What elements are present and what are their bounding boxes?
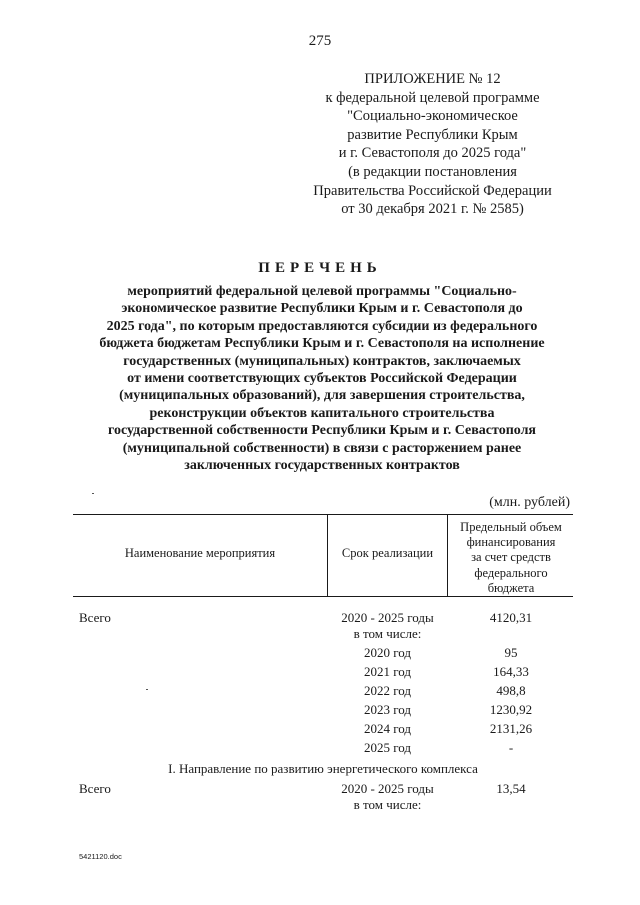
section-heading: I. Направление по развитию энергетического комплекса [168, 761, 478, 776]
subtitle-line: 2025 года", по которым предоставляются субсидии из федерального [106, 318, 538, 334]
document-title: ПЕРЕЧЕНЬ [258, 260, 382, 276]
year-amount: 164,33 [493, 664, 529, 679]
year-period: 2023 год [364, 702, 411, 717]
page-number: 275 [308, 33, 332, 49]
year-period: 2022 год [364, 683, 411, 698]
appendix-line: ПРИЛОЖЕНИЕ № 12 [364, 71, 501, 87]
subtitle-line: (муниципальной собственности) в связи с расторжением ранее [122, 440, 522, 456]
subtitle-line: от имени соответствующих субъектов Российской Федерации [127, 371, 517, 387]
year-period: 2025 год [364, 740, 411, 755]
year-period: 2020 год [364, 645, 411, 660]
appendix-line: (в редакции постановления [348, 163, 517, 180]
subtitle-line: государственной собственности Республики Крым и г. Севастополя [107, 423, 537, 439]
year-amount: 498,8 [496, 683, 526, 698]
appendix-block [300, 70, 565, 219]
header-amount-line: бюджета [487, 580, 535, 595]
document-subtitle [62, 283, 582, 474]
subtitle-line: бюджета бюджетам Республики Крым и г. Севастополя на исполнение [99, 336, 545, 352]
subtitle-line: заключенных государственных контрактов [184, 458, 460, 474]
subtitle-line: государственных (муниципальных) контрактов, заключаемых [123, 353, 521, 369]
subtitle-line: (муниципальных образований), для завершения строительства, [119, 388, 525, 404]
total-period-line: 2020 - 2025 годы [341, 610, 434, 625]
header-name: Наименование мероприятия [124, 546, 276, 560]
header-amount-line: федерального [474, 565, 548, 580]
total-period [328, 610, 447, 642]
scan-speck [146, 689, 148, 690]
appendix-line: "Социально-экономическое [347, 108, 518, 125]
footer-filename: 5421120.doc [79, 852, 122, 861]
header-amount-line: финансирования [466, 535, 556, 550]
header-bottom-rule [73, 596, 573, 597]
year-amount: 95 [504, 645, 518, 660]
section-period-line: 2020 - 2025 годы [341, 781, 434, 796]
subtitle-line: мероприятий федеральной целевой программы "Социально- [127, 284, 517, 299]
subtitle-line: экономическое развитие Республики Крым и г. Севастополя до [121, 301, 523, 317]
appendix-line: от 30 декабря 2021 г. № 2585) [341, 201, 524, 218]
column-divider [447, 514, 448, 597]
year-amount: - [508, 740, 514, 755]
scan-speck [92, 493, 94, 494]
table-top-rule [73, 514, 573, 515]
header-amount-line: за счет средств [471, 550, 551, 565]
header-amount [449, 520, 573, 596]
total-period-line: в том числе: [353, 626, 422, 641]
total-label: Всего [79, 610, 111, 625]
appendix-line: Правительства Российской Федерации [313, 182, 552, 199]
year-amount: 2131,26 [489, 721, 533, 736]
header-amount-line: Предельный объем [460, 520, 562, 534]
year-period: 2024 год [364, 721, 411, 736]
section-total-label: Всего [79, 781, 111, 796]
section-total-amount: 13,54 [496, 781, 526, 796]
header-term: Срок реализации [341, 546, 434, 560]
subtitle-line: реконструкции объектов капитального строительства [149, 405, 495, 421]
year-amount: 1230,92 [489, 702, 533, 717]
appendix-line: к федеральной целевой программе [325, 89, 540, 106]
year-period: 2021 год [364, 664, 411, 679]
total-amount: 4120,31 [489, 610, 533, 625]
appendix-line: развитие Республики Крым [347, 126, 518, 143]
section-period-line: в том числе: [353, 797, 422, 812]
appendix-line: и г. Севастополя до 2025 года" [338, 145, 527, 162]
units-label: (млн. рублей) [489, 495, 570, 510]
section-total-period [328, 781, 447, 813]
